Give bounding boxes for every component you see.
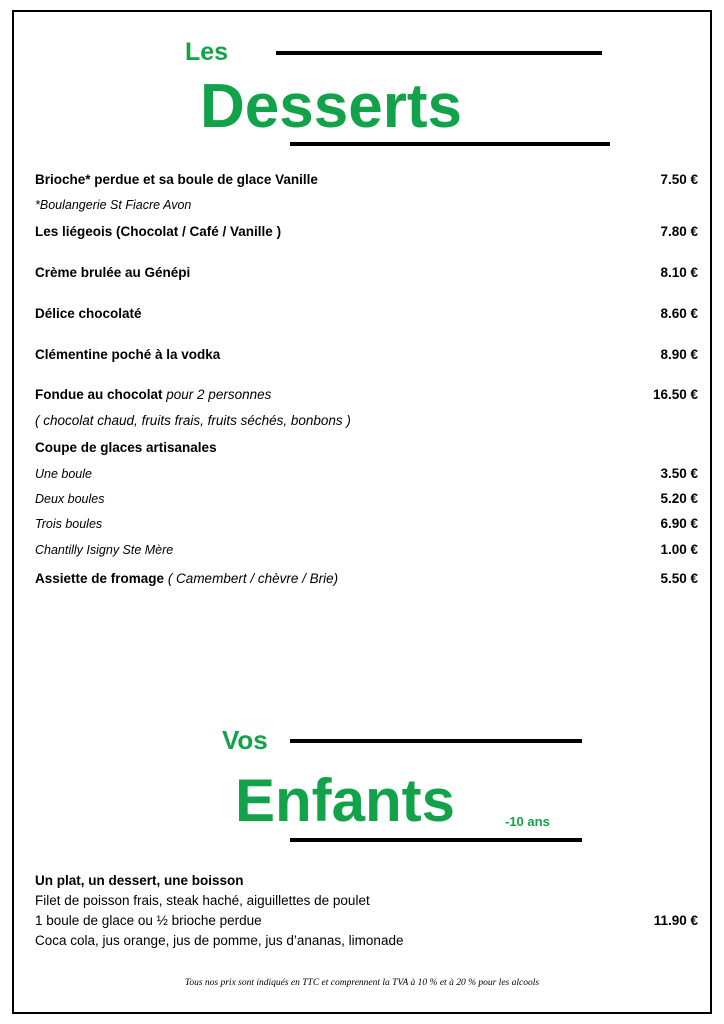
item-name: Les liégeois (Chocolat / Café / Vanille ) xyxy=(35,224,282,239)
item-name: Clémentine poché à la vodka xyxy=(35,347,221,362)
coupe-title: Coupe de glaces artisanales xyxy=(35,440,217,455)
enfants-price: 11.90 € xyxy=(653,913,698,928)
item-price: 16.50 € xyxy=(652,387,698,402)
item-price: 5.20 € xyxy=(660,491,698,506)
desserts-title: Desserts xyxy=(200,72,462,141)
item-detail: pour 2 personnes xyxy=(166,387,272,402)
enfants-line-3: Coca cola, jus orange, jus de pomme, jus d’ananas, limonade xyxy=(35,933,404,948)
item-name: Délice chocolaté xyxy=(35,306,142,321)
item-name: Brioche* perdue et sa boule de glace Vanille xyxy=(35,172,318,187)
menu-item-fondue xyxy=(35,387,698,402)
item-name: Trois boules xyxy=(35,517,103,531)
item-name: Deux boules xyxy=(35,492,105,506)
menu-item-une-boule xyxy=(35,466,698,481)
item-price: 8.60 € xyxy=(660,306,698,321)
enfants-title: Enfants xyxy=(235,767,456,834)
menu-item-brioche xyxy=(35,172,698,187)
enfants-line-1: Filet de poisson frais, steak haché, aiguillettes de poulet xyxy=(35,893,370,908)
item-name: Fondue au chocolat xyxy=(35,387,163,402)
item-price: 6.90 € xyxy=(660,516,698,531)
menu-item-trois-boules xyxy=(35,516,698,531)
enfants-age: -10 ans xyxy=(505,814,550,829)
enfants-line-2: 1 boule de glace ou ½ brioche perdue xyxy=(35,913,262,928)
item-price: 7.50 € xyxy=(660,172,698,187)
item-price: 5.50 € xyxy=(660,571,698,586)
menu-item-creme-brulee xyxy=(35,265,698,280)
fondue-note: ( chocolat chaud, fruits frais, fruits séchés, bonbons ) xyxy=(35,413,351,428)
item-detail: ( Camembert / chèvre / Brie) xyxy=(167,571,339,586)
desserts-title-small: Les xyxy=(185,38,229,66)
desserts-rule-top xyxy=(276,51,602,55)
enfants-title-small: Vos xyxy=(222,725,268,755)
footer-note: Tous nos prix sont indiqués en TTC et comprennent la TVA à 10 % et à 20 % pour les alcools xyxy=(184,978,540,988)
menu-item-chantilly xyxy=(35,542,698,557)
item-price: 8.10 € xyxy=(660,265,698,280)
enfants-rule-top xyxy=(290,739,582,743)
menu-item-delice xyxy=(35,306,698,321)
enfants-menu-item xyxy=(35,913,698,928)
item-price: 1.00 € xyxy=(660,542,698,557)
enfants-rule-bottom xyxy=(290,838,582,842)
menu-item-fromage xyxy=(35,571,698,586)
item-name: Assiette de fromage xyxy=(35,571,165,586)
menu-item-deux-boules xyxy=(35,491,698,506)
item-name: Une boule xyxy=(35,467,92,481)
item-price: 8.90 € xyxy=(660,347,698,362)
menu-item-clementine xyxy=(35,347,698,362)
item-price: 7.80 € xyxy=(660,224,698,239)
item-name: Crème brulée au Génépi xyxy=(35,265,191,280)
page-border xyxy=(12,10,712,1014)
desserts-rule-bottom xyxy=(290,142,610,146)
item-price: 3.50 € xyxy=(660,466,698,481)
enfants-menu-title: Un plat, un dessert, une boisson xyxy=(35,873,244,888)
item-name: Chantilly Isigny Ste Mère xyxy=(35,543,174,557)
menu-item-liegeois xyxy=(35,224,698,239)
brioche-note: *Boulangerie St Fiacre Avon xyxy=(35,198,192,212)
